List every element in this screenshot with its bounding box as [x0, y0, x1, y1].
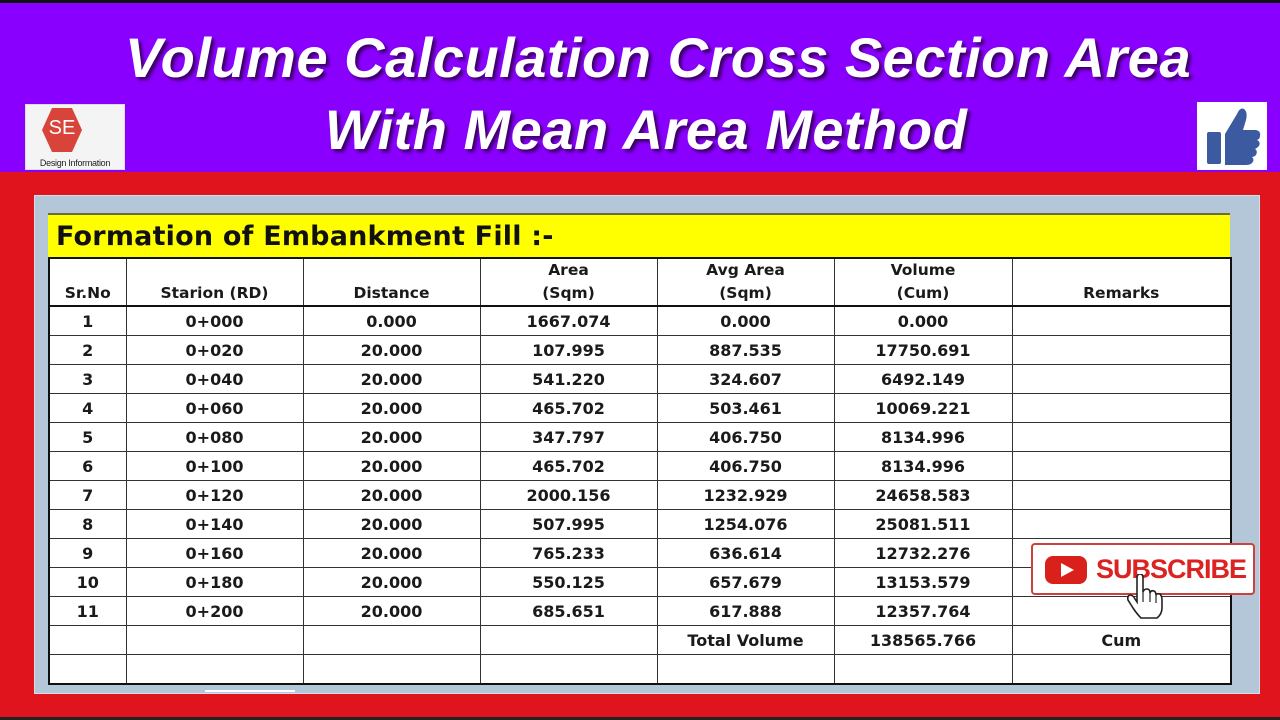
cell-empty[interactable]: [480, 626, 657, 655]
cell-area[interactable]: 1667.074: [480, 306, 657, 336]
cell-station[interactable]: 0+020: [126, 336, 303, 365]
cell-station[interactable]: 0+200: [126, 597, 303, 626]
title-line-1: Volume Calculation Cross Section Area: [124, 26, 1192, 89]
table-row: [49, 452, 1231, 481]
cell-distance[interactable]: 20.000: [303, 394, 480, 423]
table-row: [49, 306, 1231, 336]
table-row: [49, 394, 1231, 423]
cell-station[interactable]: 0+100: [126, 452, 303, 481]
cell-avg-area[interactable]: 1254.076: [657, 510, 834, 539]
cell-empty[interactable]: [49, 655, 126, 685]
volume-table: [48, 257, 1232, 685]
cell-remarks[interactable]: [1012, 597, 1231, 626]
cell-avg-area[interactable]: 0.000: [657, 306, 834, 336]
cell-avg-area[interactable]: 406.750: [657, 452, 834, 481]
cell-sr-no[interactable]: 5: [49, 423, 126, 452]
header-distance: Distance: [303, 258, 480, 306]
cell-distance[interactable]: 20.000: [303, 568, 480, 597]
cell-station[interactable]: 0+180: [126, 568, 303, 597]
cell-volume[interactable]: 8134.996: [834, 452, 1012, 481]
cell-distance[interactable]: 20.000: [303, 539, 480, 568]
cell-avg-area[interactable]: 617.888: [657, 597, 834, 626]
cell-volume[interactable]: 12732.276: [834, 539, 1012, 568]
cell-area[interactable]: 465.702: [480, 394, 657, 423]
cell-station[interactable]: 0+040: [126, 365, 303, 394]
header-station: Starion (RD): [126, 258, 303, 306]
header-volume: Volume (Cum): [834, 258, 1012, 306]
cell-volume[interactable]: 0.000: [834, 306, 1012, 336]
cell-area[interactable]: 685.651: [480, 597, 657, 626]
cell-area[interactable]: 465.702: [480, 452, 657, 481]
scroll-indicator[interactable]: [205, 690, 295, 692]
section-title: Formation of Embankment Fill :-: [56, 221, 554, 252]
table-row: [49, 510, 1231, 539]
cell-sr-no[interactable]: 3: [49, 365, 126, 394]
cell-remarks[interactable]: [1012, 365, 1231, 394]
cell-volume[interactable]: 8134.996: [834, 423, 1012, 452]
cell-empty[interactable]: [834, 655, 1012, 685]
section-title-bar: [48, 213, 1230, 258]
cell-avg-area[interactable]: 503.461: [657, 394, 834, 423]
cell-avg-area[interactable]: 324.607: [657, 365, 834, 394]
table-row: [49, 597, 1231, 626]
header-area: Area (Sqm): [480, 258, 657, 306]
table-row: [49, 336, 1231, 365]
cell-station[interactable]: 0+060: [126, 394, 303, 423]
cell-distance[interactable]: 20.000: [303, 481, 480, 510]
header-sr-no: Sr.No: [49, 258, 126, 306]
like-button[interactable]: [1197, 102, 1267, 170]
cell-remarks[interactable]: [1012, 423, 1231, 452]
cell-area[interactable]: 347.797: [480, 423, 657, 452]
total-row: [49, 626, 1231, 655]
subscribe-label: SUBSCRIBE: [1096, 554, 1247, 584]
cell-sr-no[interactable]: 9: [49, 539, 126, 568]
cell-sr-no[interactable]: 2: [49, 336, 126, 365]
cell-area[interactable]: 107.995: [480, 336, 657, 365]
cell-sr-no[interactable]: 4: [49, 394, 126, 423]
table-row: [49, 365, 1231, 394]
logo-tagline: Design Information: [39, 158, 111, 168]
title-line-2: With Mean Area Method: [324, 98, 968, 161]
cell-distance[interactable]: 20.000: [303, 452, 480, 481]
cell-station[interactable]: 0+160: [126, 539, 303, 568]
cell-avg-area[interactable]: 636.614: [657, 539, 834, 568]
brand-logo: [25, 104, 125, 170]
cell-distance[interactable]: 20.000: [303, 365, 480, 394]
total-volume-label[interactable]: Total Volume: [657, 626, 834, 655]
cell-distance[interactable]: 20.000: [303, 336, 480, 365]
cell-remarks[interactable]: [1012, 336, 1231, 365]
cell-avg-area[interactable]: 657.679: [657, 568, 834, 597]
cell-area[interactable]: 507.995: [480, 510, 657, 539]
logo-letters: SE: [48, 117, 76, 139]
cell-sr-no[interactable]: 11: [49, 597, 126, 626]
table-row: [49, 481, 1231, 510]
cell-distance[interactable]: 20.000: [303, 423, 480, 452]
cell-station[interactable]: 0+140: [126, 510, 303, 539]
cell-distance[interactable]: 0.000: [303, 306, 480, 336]
cell-sr-no[interactable]: 10: [49, 568, 126, 597]
cell-avg-area[interactable]: 887.535: [657, 336, 834, 365]
cell-station[interactable]: 0+120: [126, 481, 303, 510]
cell-area[interactable]: 765.233: [480, 539, 657, 568]
cell-remarks[interactable]: [1012, 306, 1231, 336]
empty-row: [49, 655, 1231, 685]
cell-volume[interactable]: 25081.511: [834, 510, 1012, 539]
cell-empty[interactable]: [303, 655, 480, 685]
table-row: [49, 423, 1231, 452]
cell-sr-no[interactable]: 6: [49, 452, 126, 481]
cell-sr-no[interactable]: 7: [49, 481, 126, 510]
cell-sr-no[interactable]: 1: [49, 306, 126, 336]
cell-volume[interactable]: 17750.691: [834, 336, 1012, 365]
thumbs-up-icon: [1204, 104, 1262, 168]
cell-remarks[interactable]: [1012, 510, 1231, 539]
cell-empty[interactable]: [657, 655, 834, 685]
cell-area[interactable]: 541.220: [480, 365, 657, 394]
cell-empty[interactable]: [126, 626, 303, 655]
cell-station[interactable]: 0+000: [126, 306, 303, 336]
cell-distance[interactable]: 20.000: [303, 510, 480, 539]
cell-station[interactable]: 0+080: [126, 423, 303, 452]
cell-remarks[interactable]: [1012, 452, 1231, 481]
cell-empty[interactable]: [49, 626, 126, 655]
cell-volume[interactable]: 13153.579: [834, 568, 1012, 597]
cell-area[interactable]: 2000.156: [480, 481, 657, 510]
youtube-play-icon: [1045, 556, 1087, 584]
cell-volume[interactable]: 10069.221: [834, 394, 1012, 423]
cell-empty[interactable]: [480, 655, 657, 685]
cell-volume[interactable]: 6492.149: [834, 365, 1012, 394]
cell-empty[interactable]: [1012, 655, 1231, 685]
cell-distance[interactable]: 20.000: [303, 597, 480, 626]
cell-sr-no[interactable]: 8: [49, 510, 126, 539]
total-volume-unit[interactable]: Cum: [1012, 626, 1231, 655]
cell-area[interactable]: 550.125: [480, 568, 657, 597]
cell-volume[interactable]: 24658.583: [834, 481, 1012, 510]
cell-avg-area[interactable]: 1232.929: [657, 481, 834, 510]
cell-volume[interactable]: 12357.764: [834, 597, 1012, 626]
cell-avg-area[interactable]: 406.750: [657, 423, 834, 452]
hand-pointer-icon: [1125, 574, 1165, 620]
cell-remarks[interactable]: [1012, 481, 1231, 510]
header-remarks: Remarks: [1012, 258, 1231, 306]
cell-remarks[interactable]: [1012, 394, 1231, 423]
total-volume-value[interactable]: 138565.766: [834, 626, 1012, 655]
title-banner: [0, 3, 1280, 172]
cell-empty[interactable]: [126, 655, 303, 685]
table-header-row: [49, 258, 1231, 306]
header-avg-area: Avg Area (Sqm): [657, 258, 834, 306]
cell-empty[interactable]: [303, 626, 480, 655]
